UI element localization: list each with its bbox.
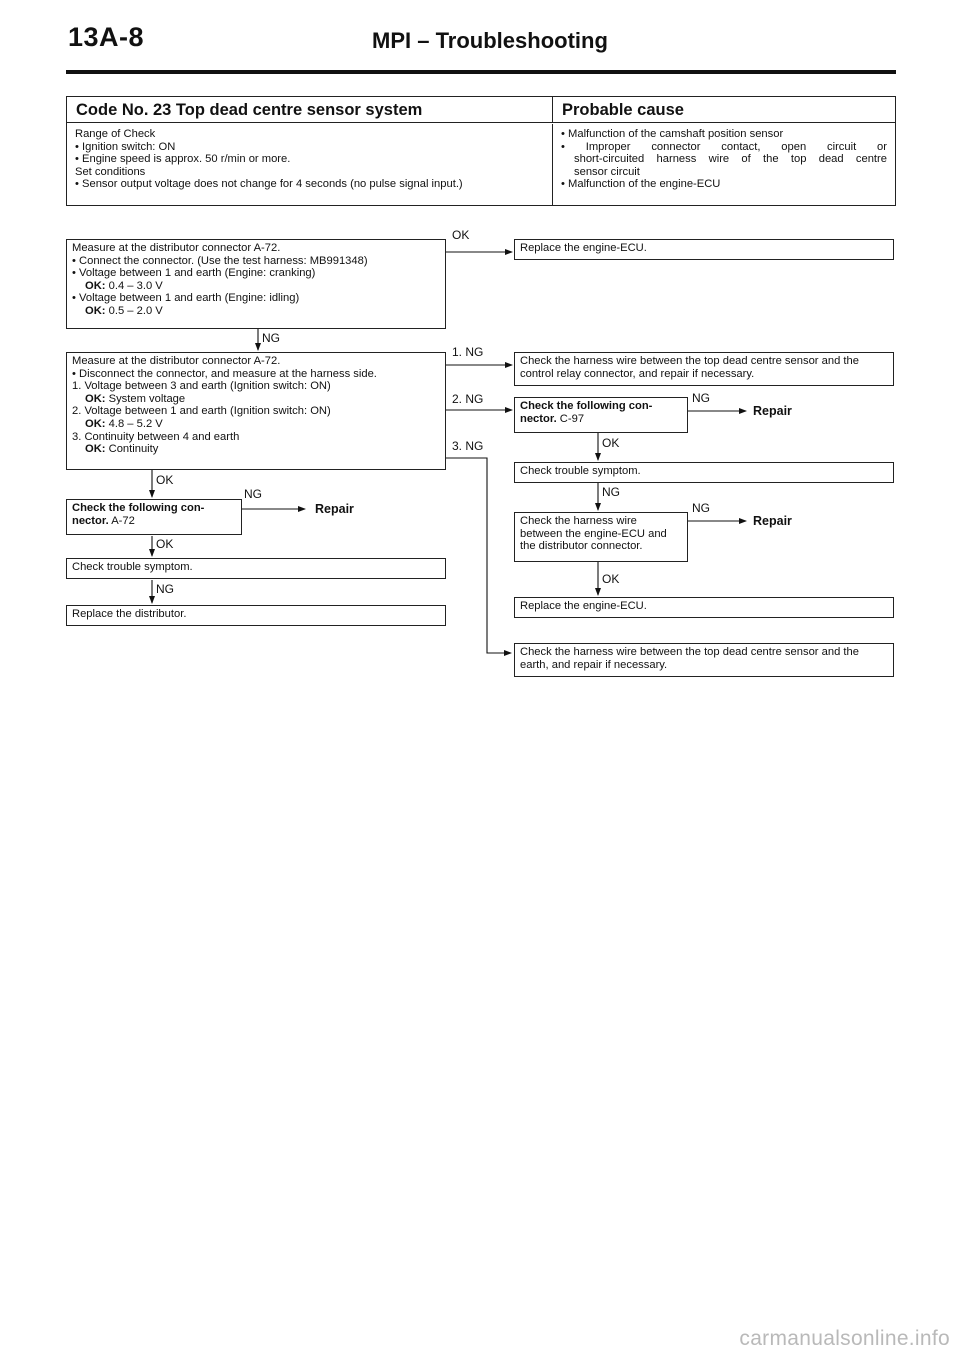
replace-engine-ecu-1: Replace the engine-ECU. [514,239,894,260]
step-line: Measure at the distributor connector A-72. [72,355,281,367]
step-line: Measure at the distributor connector A-72. [72,242,281,254]
table-line: • Sensor output voltage does not change for 4 seconds (no pulse signal input.) [75,178,463,191]
label-ng: NG [692,391,710,405]
watermark: carmanualsonline.info [739,1327,950,1350]
table-line: short-circuited harness wire of the top dead centre [574,153,887,166]
label-ng1: 1. NG [452,345,484,359]
check-trouble-symptom-right: Check trouble symptom. [514,462,894,483]
label-ng: NG [244,487,262,501]
label-ok: OK [602,436,620,450]
table-line: • Malfunction of the engine-ECU [561,178,721,191]
step-line: OK: 0.5 – 2.0 V [85,304,163,317]
step-line: • Disconnect the connector, and measure at the harness side. [72,367,377,380]
label-ng: NG [262,331,280,345]
label-ok: OK [602,572,620,586]
table-line: Set conditions [75,165,146,178]
step-line: 3. Continuity between 4 and earth [72,430,240,443]
step-line: OK: 0.4 – 3.0 V [85,279,163,292]
label-ng2: 2. NG [452,392,484,406]
label-ok: OK [156,473,174,487]
repair-label: Repair [753,404,792,418]
label-ng: NG [602,485,620,499]
table-line: Range of Check [75,128,156,140]
arrow-ng3 [446,458,511,653]
table-line: • Improper connector contact, open circuit or [561,140,887,153]
repair-label: Repair [315,502,354,516]
probable-cause-header: Probable cause [553,97,895,123]
check-harness-earth: Check the harness wire between the top dead centre sensor and the earth, and repair if necessary. [514,643,894,677]
table-line: • Engine speed is approx. 50 r/min or more. [75,153,291,166]
table-line: • Ignition switch: ON [75,140,176,153]
label-ng: NG [692,501,710,515]
label-ng3: 3. NG [452,439,484,453]
repair-label: Repair [753,514,792,528]
step-line: OK: System voltage [85,392,186,405]
table-line: sensor circuit [574,165,640,178]
check-harness-control-relay: Check the harness wire between the top dead centre sensor and the control relay connector, and repair if necessary. [514,352,894,386]
replace-engine-ecu-2: Replace the engine-ECU. [514,597,894,618]
check-harness-ecu-distributor: Check the harness wire between the engine-ECU and the distributor connector. [514,512,688,562]
measure-step-1 [66,239,446,329]
measure-step-2 [66,352,446,470]
step-line: • Voltage between 1 and earth (Engine: cranking) [72,267,316,280]
table-line: • Malfunction of the camshaft position sensor [561,128,784,140]
step-line: OK: 4.8 – 5.2 V [85,417,163,430]
replace-distributor: Replace the distributor. [66,605,446,626]
step-line: • Connect the connector. (Use the test harness: MB991348) [72,254,368,267]
code-header: Code No. 23 Top dead centre sensor system [67,97,553,123]
step-line: 1. Voltage between 3 and earth (Ignition switch: ON) [72,380,331,393]
step-line: • Voltage between 1 and earth (Engine: idling) [72,292,300,305]
check-connector-a72: Check the following con-nector. A-72 [66,499,242,535]
step-line: 2. Voltage between 1 and earth (Ignition switch: ON) [72,405,331,418]
step-line: OK: Continuity [85,443,159,456]
check-trouble-symptom-left: Check trouble symptom. [66,558,446,579]
label-ok: OK [156,537,174,551]
page-code: 13A-8 [68,22,145,52]
label-ng: NG [156,582,174,596]
page-title: MPI – Troubleshooting [372,28,608,53]
check-connector-c97: Check the following con-nector. C-97 [514,397,688,433]
label-ok: OK [452,228,470,242]
